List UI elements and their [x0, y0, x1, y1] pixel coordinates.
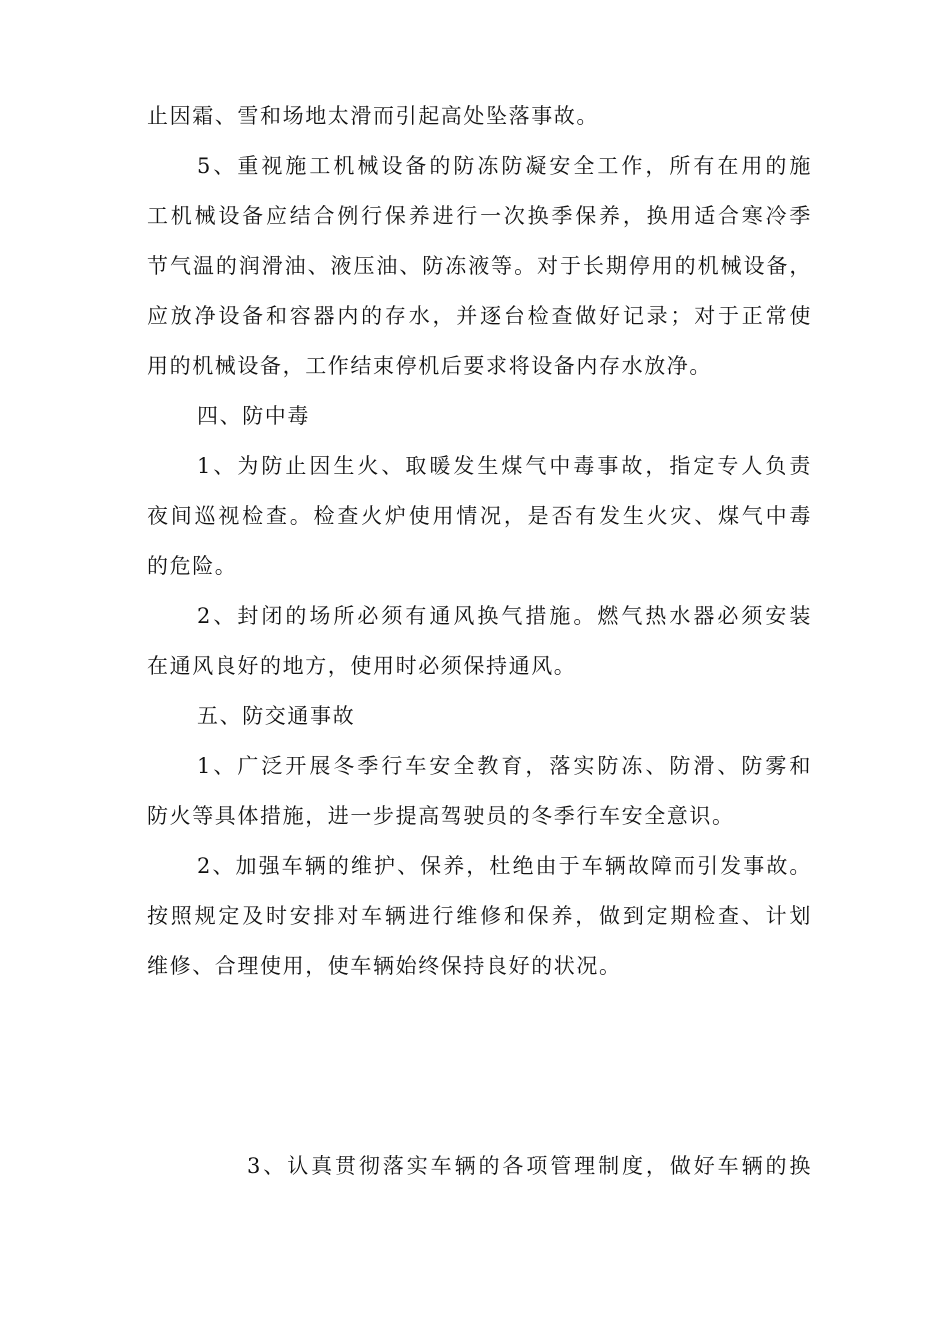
text-line: 维修、合理使用，使车辆始终保持良好的状况。	[147, 954, 622, 978]
text-line: 按照规定及时安排对车辆进行维修和保养，做到定期检查、计划	[147, 904, 812, 928]
text-line: 止因霜、雪和场地太滑而引起高处坠落事故。	[147, 104, 599, 128]
text-line: 的危险。	[147, 554, 238, 578]
text-line: 应放净设备和容器内的存水，并逐台检查做好记录；对于正常使	[147, 304, 812, 328]
text-line: 5、重视施工机械设备的防冻防凝安全工作，所有在用的施	[197, 154, 812, 178]
section-heading: 四、防中毒	[197, 404, 310, 428]
text-line: 节气温的润滑油、液压油、防冻液等。对于长期停用的机械设备，	[147, 254, 812, 278]
text-line: 2、封闭的场所必须有通风换气措施。燃气热水器必须安装	[197, 604, 812, 628]
text-line: 用的机械设备，工作结束停机后要求将设备内存水放净。	[147, 354, 712, 378]
text-line: 3、认真贯彻落实车辆的各项管理制度，做好车辆的换	[247, 1154, 812, 1178]
text-line: 夜间巡视检查。检查火炉使用情况，是否有发生火灾、煤气中毒	[147, 504, 812, 528]
text-line: 2、加强车辆的维护、保养，杜绝由于车辆故障而引发事故。	[197, 854, 812, 878]
text-line: 工机械设备应结合例行保养进行一次换季保养，换用适合寒冷季	[147, 204, 812, 228]
text-line: 在通风良好的地方，使用时必须保持通风。	[147, 654, 577, 678]
text-line: 1、广泛开展冬季行车安全教育，落实防冻、防滑、防雾和	[197, 754, 812, 778]
section-heading: 五、防交通事故	[197, 704, 356, 728]
text-line: 1、为防止因生火、取暖发生煤气中毒事故，指定专人负责	[197, 454, 812, 478]
text-line: 防火等具体措施，进一步提高驾驶员的冬季行车安全意识。	[147, 804, 735, 828]
